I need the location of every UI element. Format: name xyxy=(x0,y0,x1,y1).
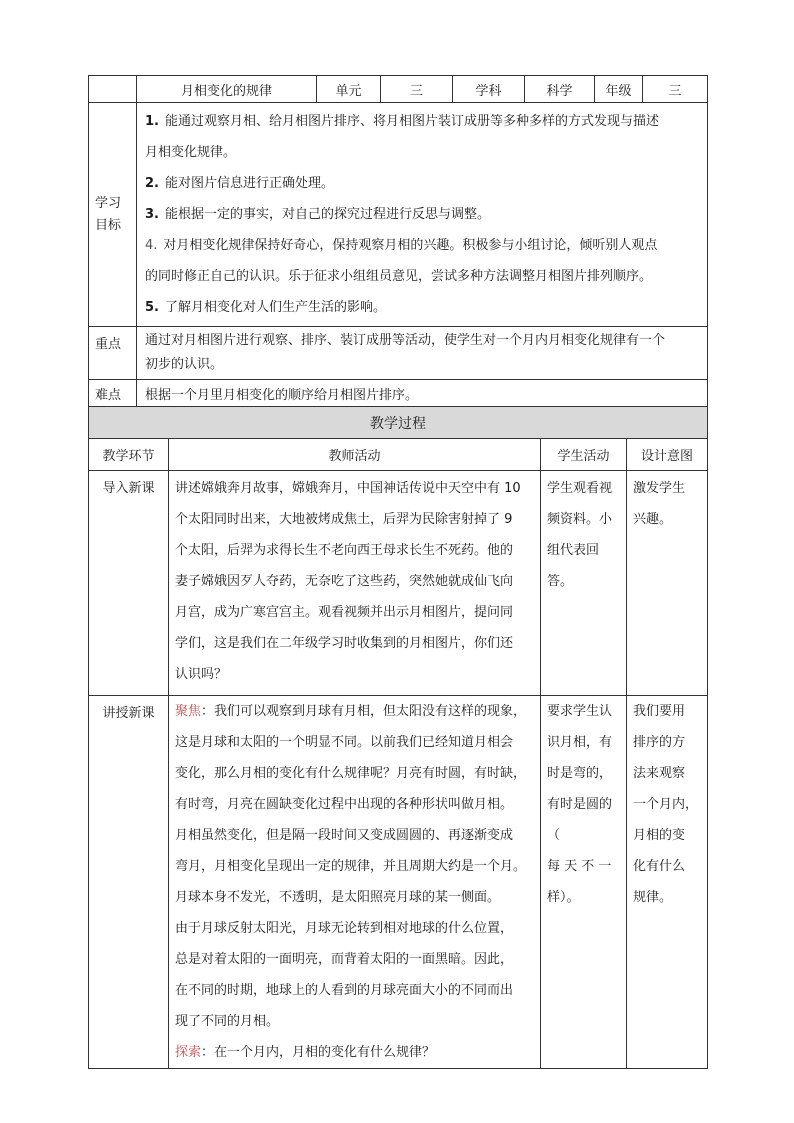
focus-tag: 聚焦 xyxy=(175,704,202,719)
topic-cell: 月相变化的规律 xyxy=(137,76,317,103)
explore-tag: 探索 xyxy=(175,1045,202,1060)
difficulty-row xyxy=(89,380,708,407)
goal-line: 2. 能对图片信息进行正确处理。 xyxy=(145,176,334,191)
stage-cell: 导入新课 xyxy=(89,471,169,696)
key-point-label: 重点 xyxy=(89,327,137,380)
teacher-activity-cell: 聚焦：我们可以观察到月球有月相，但太阳没有这样的现象， 这是月球和太阳的一个明显不同。以前我们已经知道月相会 变化，那么月相的变化有什么规律呢？月亮有时圆，有时缺， 有时弯，月亮在圆缺变化过程中出现的各种形状叫做月相。 月相虽然变化，但是隔一段时间又变成圆圆的、再逐渐变成 弯月，月相变化呈现出一定的规律，并且周期大约是一个月。 月球本身不发光，不透明，是太阳照亮月球的某一侧面。 由于月球反射太阳光，月球无论转到相对地球的什么位置， 总是对着太阳的一面明亮，而背着太阳的一面黑暗。因此， 在不同的时期，地球上的人看到的月球亮面大小的不同而出 现了不同的月相。 探索：在一个月内，月相的变化有什么规律？ xyxy=(169,696,541,1069)
table-row xyxy=(89,696,708,1069)
intent-cell: 激发学生 兴趣。 xyxy=(627,471,708,696)
table-row xyxy=(89,471,708,696)
grade-label: 年级 xyxy=(595,76,643,103)
difficulty-text: 根据一个月里月相变化的顺序给月相图片排序。 xyxy=(137,380,708,407)
grade-value: 三 xyxy=(643,76,708,103)
goal-line: 月相变化规律。 xyxy=(145,145,237,160)
teacher-activity-cell: 讲述嫦娥奔月故事，嫦娥奔月，中国神话传说中天空中有 10 个太阳同时出来，大地被烤成焦土，后羿为民除害射掉了 9 个太阳，后羿为求得长生不老向西王母求长生不死药。他的 妻子嫦娥因歹人夺药，无奈吃了这些药，突然她就成仙飞向 月宫，成为广寒宫宫主。观看视频并出示月相图片，提问同 学们，这是我们在二年级学习时收集到的月相图片，你们还 认识吗？ xyxy=(169,471,541,696)
key-point-text: 通过对月相图片进行观察、排序、装订成册等活动，使学生对一个月内月相变化规律有一个 初步的认识。 xyxy=(137,327,708,380)
lesson-plan-page xyxy=(88,75,707,1069)
goal-line: 3. 能根据一定的事实，对自己的探究过程进行反思与调整。 xyxy=(145,207,490,222)
unit-value: 三 xyxy=(381,76,453,103)
process-header-row xyxy=(89,439,708,471)
goals-list xyxy=(137,103,708,327)
col-intent: 设计意图 xyxy=(627,439,708,471)
col-teacher: 教师活动 xyxy=(169,439,541,471)
process-table xyxy=(88,406,708,1069)
goals-label-line1: 学习 xyxy=(95,195,122,211)
unit-label: 单元 xyxy=(317,76,381,103)
process-title: 教学过程 xyxy=(89,407,708,439)
key-point-row xyxy=(89,327,708,380)
stage-cell: 讲授新课 xyxy=(89,696,169,1069)
goals-row xyxy=(89,103,708,327)
student-activity-cell: 学生观看视 频资料。小 组代表回答。 xyxy=(541,471,627,696)
goal-line: 1. 能通过观察月相、给月相图片排序、将月相图片装订成册等多种多样的方式发现与描述 xyxy=(145,114,659,129)
goals-label-line2: 目标 xyxy=(95,217,122,233)
blank-cell xyxy=(89,76,137,103)
goal-line: 5. 了解月相变化对人们生产生活的影响。 xyxy=(145,300,386,315)
lesson-info-table xyxy=(88,75,708,407)
subject-label: 学科 xyxy=(453,76,525,103)
goals-label xyxy=(89,103,137,327)
col-student: 学生活动 xyxy=(541,439,627,471)
process-title-row xyxy=(89,407,708,439)
col-stage: 教学环节 xyxy=(89,439,169,471)
intent-cell: 我们要用 排序的方 法来观察 一个月内， 月相的变 化有什么 规律。 xyxy=(627,696,708,1069)
goal-line: 4. 对月相变化规律保持好奇心，保持观察月相的兴趣。积极参与小组讨论，倾听别人观点 xyxy=(145,238,658,253)
subject-value: 科学 xyxy=(525,76,595,103)
goal-line: 的同时修正自己的认识。乐于征求小组组员意见，尝试多种方法调整月相图片排列顺序。 xyxy=(145,269,653,284)
student-activity-cell: 要求学生认 识月相，有 时是弯的， 有时是圆的（ 每 天 不 一 样）。 xyxy=(541,696,627,1069)
header-row xyxy=(89,76,708,103)
difficulty-label: 难点 xyxy=(89,380,137,407)
